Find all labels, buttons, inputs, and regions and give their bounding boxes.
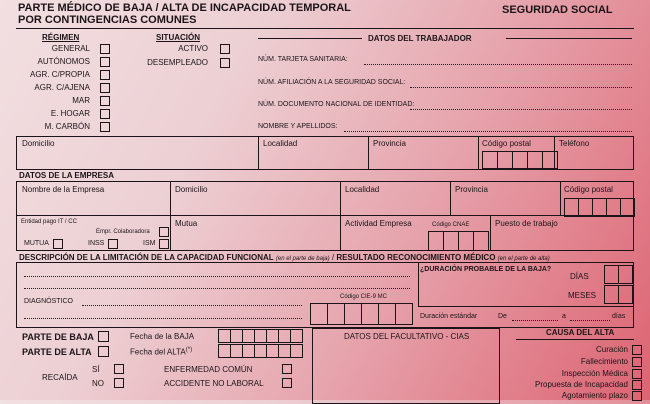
nombre-input[interactable]	[344, 131, 632, 132]
empresa-nombre-label: Nombre de la Empresa	[22, 185, 105, 194]
duracion-de-input[interactable]	[512, 320, 558, 321]
divider	[560, 181, 561, 216]
descripcion-line-1[interactable]	[24, 276, 410, 277]
agency-name: SEGURIDAD SOCIAL	[502, 4, 613, 16]
parte-baja-checkbox[interactable]	[98, 331, 109, 342]
empr-colaboradora-checkbox[interactable]	[159, 227, 169, 237]
trabajador-header-rule-right	[506, 38, 632, 39]
facultativo-header: DATOS DEL FACULTATIVO - CIAS	[344, 332, 470, 341]
descripcion-line-2[interactable]	[24, 288, 410, 289]
situacion-desempleado: DESEMPLEADO	[147, 58, 208, 67]
duracion-de-label: De	[498, 313, 507, 320]
recaida-si-label: SÍ	[92, 365, 100, 374]
tarjeta-sanitaria-input[interactable]	[364, 64, 632, 65]
entidad-ism-checkbox[interactable]	[159, 239, 169, 249]
regimen-autonomos: AUTÓNOMOS	[37, 57, 90, 66]
worker-provincia-label: Provincia	[373, 139, 406, 148]
divider	[340, 215, 341, 250]
recaida-si-checkbox[interactable]	[114, 364, 124, 374]
duracion-meses-label: MESES	[568, 291, 597, 300]
situacion-activo-checkbox[interactable]	[220, 44, 230, 54]
enfermedad-comun-checkbox[interactable]	[282, 364, 292, 374]
recaida-no-label: NO	[92, 379, 104, 388]
cie-code-cells[interactable]	[310, 303, 413, 323]
duracion-a-label: a	[562, 313, 566, 320]
recaida-no-checkbox[interactable]	[114, 378, 124, 388]
accidente-no-laboral-label: ACCIDENTE NO LABORAL	[164, 379, 264, 388]
header-rule	[16, 28, 634, 29]
regimen-agr-ajena: AGR. C/AJENA	[34, 83, 90, 92]
duracion-a-input[interactable]	[570, 320, 610, 321]
actividad-empresa-label: Actividad Empresa	[345, 219, 412, 228]
causa-fallecimiento-checkbox[interactable]	[632, 357, 642, 367]
dni-input[interactable]	[410, 109, 632, 110]
duracion-probable-label: ¿DURACIÓN PROBABLE DE LA BAJA?	[420, 266, 552, 273]
regimen-header: RÉGIMEN	[42, 33, 80, 42]
empresa-header: DATOS DE LA EMPRESA	[19, 171, 114, 180]
duracion-meses-cells[interactable]	[604, 285, 633, 302]
empresa-provincia-label: Provincia	[455, 185, 488, 194]
regimen-agr-propia: AGR. C/PROPIA	[29, 70, 90, 79]
regimen-m-carbon: M. CARBÓN	[44, 122, 90, 131]
dni-label: NÚM. DOCUMENTO NACIONAL DE IDENTIDAD:	[258, 101, 415, 108]
worker-codigo-postal-label: Código postal	[482, 139, 531, 148]
divider	[418, 306, 633, 307]
empresa-codigo-postal-cells[interactable]	[564, 198, 635, 215]
entidad-pago-label: Entidad pago IT / CC	[21, 219, 77, 225]
form-subtitle: POR CONTINGENCIAS COMUNES	[18, 14, 197, 26]
fecha-alta-label: Fecha del ALTA(*)	[130, 347, 193, 357]
entidad-inss-label: INSS	[88, 240, 105, 247]
regimen-general: GENERAL	[51, 44, 90, 53]
worker-localidad-label: Localidad	[263, 139, 298, 148]
duracion-dias-unit: días	[612, 313, 626, 320]
recaida-label: RECAÍDA	[42, 373, 78, 382]
codigo-cnae-label: Código CNAE	[432, 222, 470, 228]
causa-inspeccion-checkbox[interactable]	[632, 369, 642, 379]
causa-propuesta-checkbox[interactable]	[632, 380, 642, 390]
parte-baja-label: PARTE DE BAJA	[22, 332, 94, 342]
divider	[450, 181, 451, 216]
afiliacion-label: NÚM. AFILIACIÓN A LA SEGURIDAD SOCIAL:	[258, 79, 406, 86]
descripcion-header: DESCRIPCIÓN DE LA LIMITACIÓN DE LA CAPACIDAD FUNCIONAL (en el parte de baja) / RESULTADO RECONOCIMIENTO MÉDICO (en el parte de alta)	[19, 253, 550, 262]
trabajador-header: DATOS DEL TRABAJADOR	[368, 34, 472, 43]
regimen-agr-propia-checkbox[interactable]	[100, 70, 110, 80]
diagnostico-input-2[interactable]	[24, 318, 302, 319]
situacion-header: SITUACIÓN	[156, 33, 200, 42]
duracion-dias-label: DÍAS	[570, 272, 589, 281]
divider	[490, 215, 491, 250]
cie-code-label: Código CIE-9 MC	[340, 294, 388, 300]
duracion-dias-cells[interactable]	[604, 265, 633, 282]
entidad-inss-checkbox[interactable]	[108, 239, 118, 249]
causa-header-rule	[516, 339, 634, 340]
worker-domicilio-label: Domicilio	[22, 139, 55, 148]
regimen-autonomos-checkbox[interactable]	[100, 57, 110, 67]
fecha-baja-cells[interactable]	[218, 329, 303, 341]
divider	[478, 136, 479, 169]
entidad-ism-label: ISM	[143, 240, 156, 247]
causa-agotamiento: Agotamiento plazo	[561, 391, 628, 400]
duracion-estandar-label: Duración estándar	[420, 313, 478, 320]
causa-curacion-checkbox[interactable]	[632, 345, 642, 355]
accidente-no-laboral-checkbox[interactable]	[282, 378, 292, 388]
causa-propuesta: Propuesta de Incapacidad	[535, 380, 628, 389]
puesto-trabajo-label: Puesto de trabajo	[495, 219, 558, 228]
divider	[258, 136, 259, 169]
diagnostico-label: DIAGNÓSTICO	[24, 298, 74, 305]
divider	[170, 181, 171, 250]
causa-inspeccion: Inspección Médica	[561, 369, 628, 378]
parte-alta-label: PARTE DE ALTA	[22, 347, 92, 357]
regimen-agr-ajena-checkbox[interactable]	[100, 83, 110, 93]
divider	[16, 215, 633, 216]
divider	[340, 181, 341, 216]
empresa-codigo-postal-label: Código postal	[564, 185, 613, 194]
regimen-general-checkbox[interactable]	[100, 44, 110, 54]
empresa-mutua-label: Mutua	[175, 219, 198, 228]
empr-colaboradora-label: Empr. Colaboradora	[96, 229, 150, 235]
fecha-alta-cells[interactable]	[218, 344, 303, 356]
divider	[418, 262, 419, 306]
divider	[368, 136, 369, 169]
regimen-mar-checkbox[interactable]	[100, 96, 110, 106]
regimen-e-hogar-checkbox[interactable]	[100, 109, 110, 119]
causa-fallecimiento: Fallecimiento	[580, 357, 628, 366]
tarjeta-sanitaria-label: NÚM. TARJETA SANITARIA:	[258, 56, 348, 63]
causa-curacion: Curación	[595, 345, 628, 354]
empresa-domicilio-label: Domicilio	[175, 185, 208, 194]
entidad-mutua-checkbox[interactable]	[53, 239, 63, 249]
worker-codigo-postal-cells[interactable]	[482, 151, 558, 167]
codigo-cnae-cells[interactable]	[428, 231, 489, 249]
afiliacion-input[interactable]	[410, 87, 632, 88]
form-title: PARTE MÉDICO DE BAJA / ALTA DE INCAPACIDAD TEMPORAL	[18, 2, 351, 14]
diagnostico-input[interactable]	[82, 305, 302, 306]
trabajador-header-rule-left	[258, 38, 362, 39]
regimen-e-hogar: E. HOGAR	[50, 109, 90, 118]
parte-alta-checkbox[interactable]	[98, 346, 109, 357]
enfermedad-comun-label: ENFERMEDAD COMÚN	[164, 365, 253, 374]
situacion-activo: ACTIVO	[178, 44, 208, 53]
fecha-baja-label: Fecha de la BAJA	[130, 332, 195, 341]
nombre-label: NOMBRE Y APELLIDOS:	[258, 123, 338, 130]
situacion-desempleado-checkbox[interactable]	[220, 58, 230, 68]
regimen-mar: MAR	[72, 96, 90, 105]
worker-telefono-label: Teléfono	[559, 139, 590, 148]
empresa-localidad-label: Localidad	[345, 185, 380, 194]
causa-alta-header: CAUSA DEL ALTA	[546, 328, 615, 337]
regimen-m-carbon-checkbox[interactable]	[100, 122, 110, 132]
entidad-mutua-label: MUTUA	[24, 240, 49, 247]
